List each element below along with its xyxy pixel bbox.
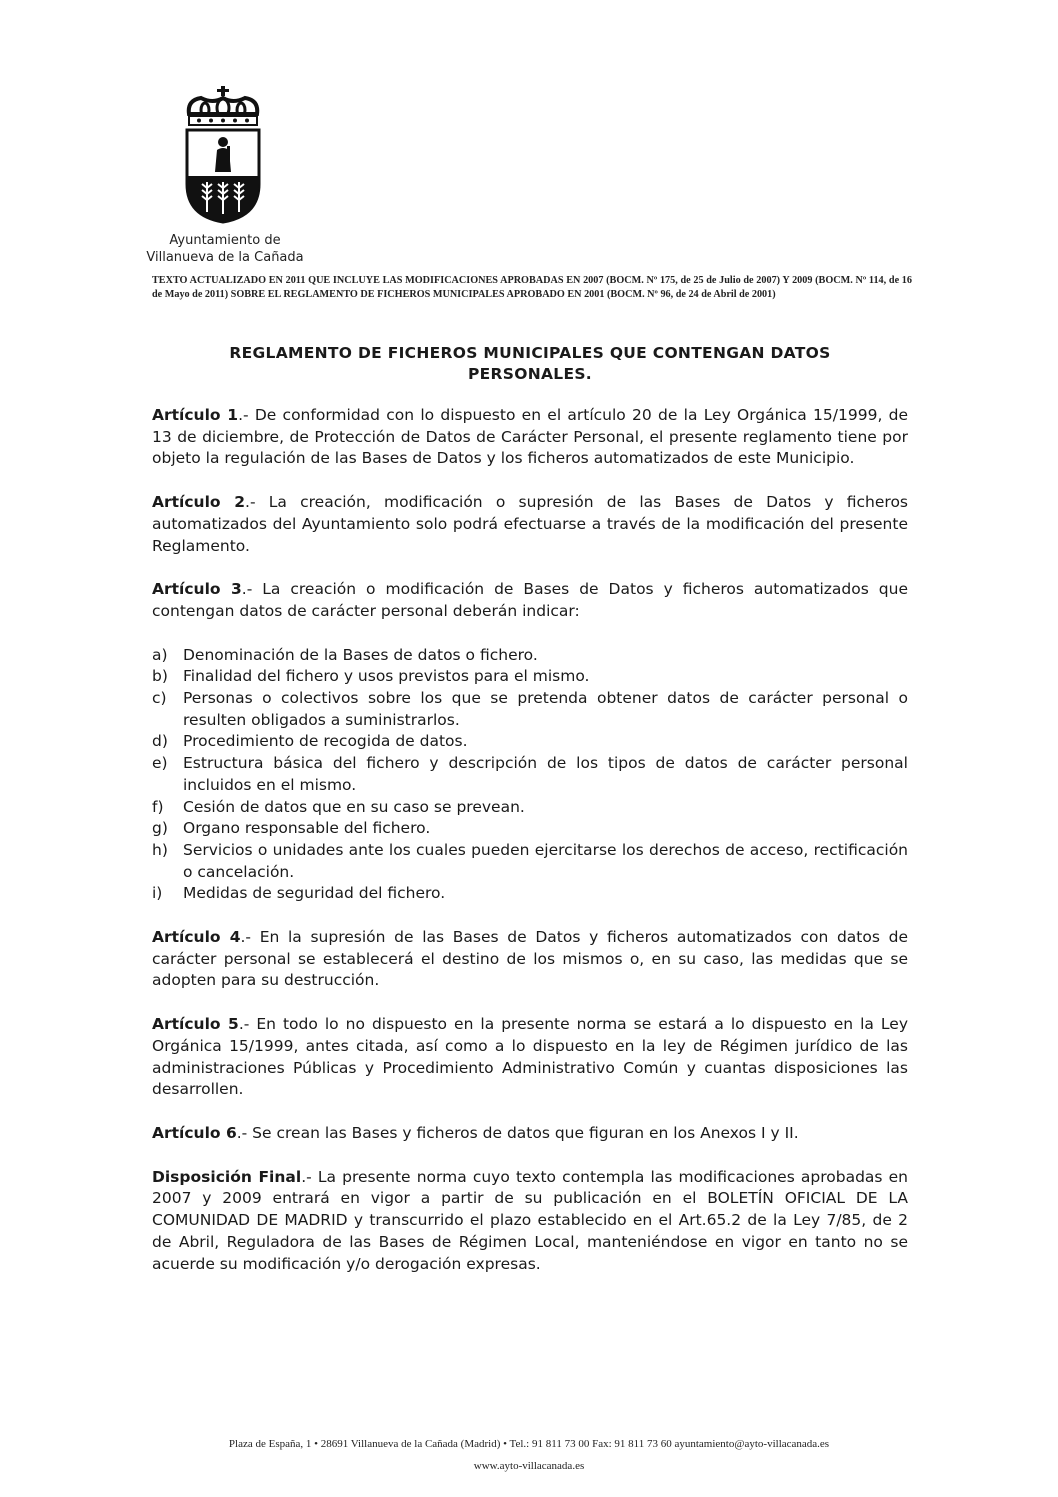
municipality-line-1: Ayuntamiento de <box>169 233 281 248</box>
final-provision-text: .- La presente norma cuyo texto contempla las modificaciones aprobadas en 2007 y 2009 entrará en vigor a partir de su publicación en el BOLETÍN OFICIAL DE LA COMUNIDAD DE MADRID y transcurrido el plazo establecido en el Art.65.2 de la Ley 7/85, de 2 de Abril, Reguladora de las Bases de Régimen Local, manteniéndose en vigor en tanto no se acuerde su modificación y/o derogación expresas. <box>152 1167 908 1273</box>
list-item <box>152 818 908 840</box>
article-3-heading: Artículo 3 <box>152 580 242 599</box>
list-text: Organo responsable del fichero. <box>183 819 431 838</box>
article-6 <box>152 1123 908 1145</box>
municipality-name <box>130 232 320 266</box>
article-2-heading: Artículo 2 <box>152 493 246 512</box>
article-2-text: .- La creación, modificación o supresión de las Bases de Datos y ficheros automatizados del Ayuntamiento solo podrá efectuarse a través de la modificación del presente Reglamento. <box>152 493 909 555</box>
list-text: Personas o colectivos sobre los que se pretenda obtener datos de carácter personal o resulten obligados a suministrarlos. <box>183 689 908 729</box>
article-5 <box>152 1014 908 1101</box>
title-line-1: REGLAMENTO DE FICHEROS MUNICIPALES QUE CONTENGAN DATOS <box>229 344 831 362</box>
list-text: Procedimiento de recogida de datos. <box>183 732 468 751</box>
update-note: TEXTO ACTUALIZADO EN 2011 QUE INCLUYE LAS MODIFICACIONES APROBADAS EN 2007 (BOCM. Nº 175, de 25 de Julio de 2007) Y 2009 (BOCM. Nº 114, de 16 de Mayo de 2011) SOBRE EL REGLAMENTO DE FICHEROS MUNICIPALES APROBADO EN 2001 (BOCM. Nº 96, de 24 de Abril de 2001) <box>152 275 912 301</box>
article-3-text: .- La creación o modificación de Bases de Datos y ficheros automatizados que contengan datos de carácter personal deberán indicar: <box>152 580 908 620</box>
final-provision <box>152 1167 908 1276</box>
list-text: Denominación de la Bases de datos o fichero. <box>183 645 538 664</box>
article-4-heading: Artículo 4 <box>152 928 241 947</box>
document-body <box>152 405 908 1297</box>
list-marker: h) <box>152 840 168 859</box>
list-marker: c) <box>152 689 167 708</box>
list-text: Medidas de seguridad del fichero. <box>183 884 446 903</box>
list-marker: g) <box>152 819 168 838</box>
list-marker: d) <box>152 732 168 751</box>
list-item <box>152 731 908 753</box>
article-5-text: .- En todo lo no dispuesto en la presente norma se estará a lo dispuesto en la Ley Orgánica 15/1999, antes citada, así como a lo dispuesto en la ley de Régimen jurídico de las administraciones Públicas y Procedimiento Administrativo Común y cuantas disposiciones las desarrollen. <box>152 1015 908 1099</box>
title-line-2: PERSONALES. <box>467 365 592 383</box>
list-marker: f) <box>152 797 164 816</box>
list-text: Servicios o unidades ante los cuales pueden ejercitarse los derechos de acceso, rectificación o cancelación. <box>183 840 908 881</box>
list-text: Estructura básica del fichero y descripción de los tipos de datos de carácter personal incluidos en el mismo. <box>183 754 908 794</box>
list-text: Finalidad del fichero y usos previstos para el mismo. <box>183 667 590 686</box>
article-1-heading: Artículo 1 <box>152 406 239 424</box>
list-item <box>152 840 908 883</box>
list-item <box>152 797 908 819</box>
footer-website: www.ayto-villacanada.es <box>473 1460 585 1472</box>
list-marker: e) <box>152 754 168 773</box>
article-5-heading: Artículo 5 <box>152 1015 239 1034</box>
list-item <box>152 666 908 688</box>
article-4-text: .- En la supresión de las Bases de Datos y ficheros automatizados con datos de carácter personal se establecerá el destino de los mismos o, en su caso, las medidas que se adopten para su destrucción. <box>152 928 908 990</box>
article-3-requirements-list <box>152 645 908 905</box>
list-marker: b) <box>152 667 168 686</box>
document-title <box>152 343 908 385</box>
municipality-line-2: Villanueva de la Cañada <box>146 250 304 265</box>
article-1 <box>152 405 908 470</box>
list-item <box>152 753 908 796</box>
article-2 <box>152 492 908 557</box>
article-6-heading: Artículo 6 <box>152 1123 237 1142</box>
final-provision-heading: Disposición Final <box>152 1167 302 1186</box>
article-4 <box>152 927 908 992</box>
list-marker: a) <box>152 645 168 664</box>
article-1-text: .- De conformidad con lo dispuesto en el artículo 20 de la Ley Orgánica 15/1999, de 13 de diciembre, de Protección de Datos de Carácter Personal, el presente reglamento tiene por objeto la regulación de las Bases de Datos y los ficheros automatizados de este Municipio. <box>152 406 908 468</box>
list-marker: i) <box>152 884 163 903</box>
list-item <box>152 883 908 905</box>
coat-of-arms-logo <box>183 84 263 224</box>
footer-address: Plaza de España, 1 • 28691 Villanueva de la Cañada (Madrid) • Tel.: 91 811 73 00 Fax: 91 811 73 60 ayuntamiento@ayto-villacanada.es <box>228 1438 830 1450</box>
article-3 <box>152 579 908 622</box>
list-item <box>152 645 908 667</box>
list-item <box>152 688 908 731</box>
article-6-text: .- Se crean las Bases y ficheros de datos que figuran en los Anexos I y II. <box>236 1123 799 1142</box>
list-text: Cesión de datos que en su caso se prevean. <box>183 797 525 816</box>
